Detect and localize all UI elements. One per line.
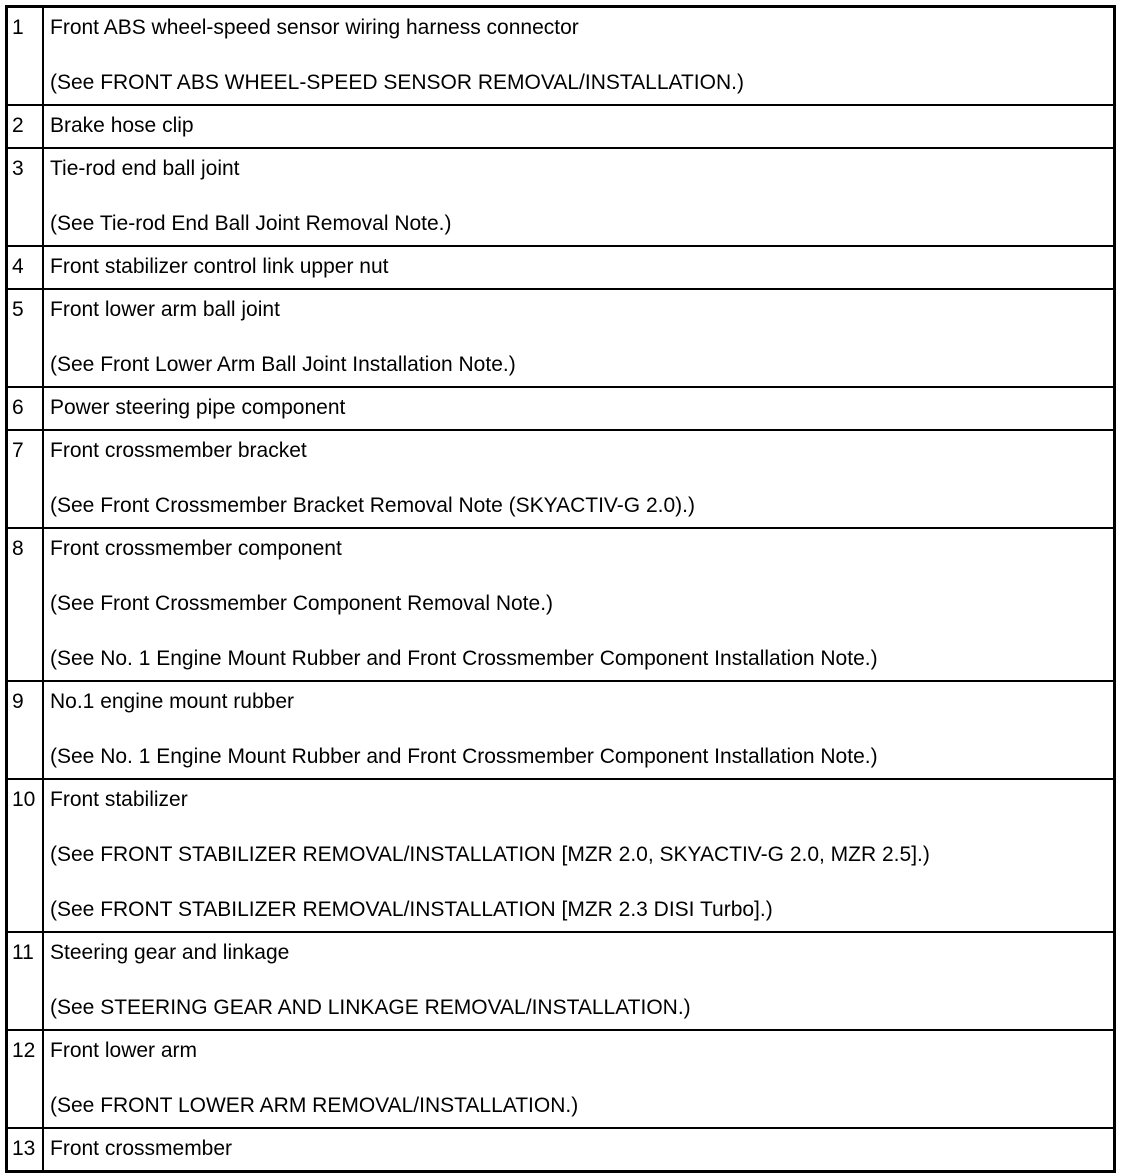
- item-number: 9: [8, 682, 44, 778]
- item-description: [44, 8, 1113, 104]
- item-description: [44, 1129, 1113, 1170]
- item-description: [44, 933, 1113, 1029]
- item-number: 3: [8, 149, 44, 245]
- table-row: [8, 386, 1113, 429]
- item-description: [44, 247, 1113, 288]
- item-description: [44, 529, 1113, 680]
- reference-note[interactable]: (See FRONT STABILIZER REMOVAL/INSTALLATION [MZR 2.3 DISI Turbo].): [50, 898, 773, 921]
- reference-note[interactable]: (See FRONT LOWER ARM REMOVAL/INSTALLATION.): [50, 1094, 579, 1117]
- item-name: Tie-rod end ball joint: [50, 157, 240, 180]
- item-name: Front lower arm ball joint: [50, 298, 280, 321]
- item-description: [44, 149, 1113, 245]
- item-name: Front crossmember bracket: [50, 439, 307, 462]
- table-row: [8, 527, 1113, 680]
- parts-table: [5, 5, 1116, 1173]
- reference-note[interactable]: (See No. 1 Engine Mount Rubber and Front Crossmember Component Installation Note.): [50, 745, 878, 768]
- item-number: 6: [8, 388, 44, 429]
- table-row: [8, 1127, 1113, 1170]
- table-row: [8, 680, 1113, 778]
- table-row: [8, 104, 1113, 147]
- item-description: [44, 106, 1113, 147]
- item-number: 10: [8, 780, 44, 931]
- item-number: 7: [8, 431, 44, 527]
- reference-note[interactable]: (See Tie-rod End Ball Joint Removal Note.): [50, 212, 452, 235]
- reference-note[interactable]: (See No. 1 Engine Mount Rubber and Front Crossmember Component Installation Note.): [50, 647, 878, 670]
- item-name: Power steering pipe component: [50, 396, 346, 419]
- item-name: Front stabilizer control link upper nut: [50, 255, 389, 278]
- table-row: [8, 778, 1113, 931]
- item-description: [44, 682, 1113, 778]
- item-description: [44, 1031, 1113, 1127]
- reference-note[interactable]: (See FRONT STABILIZER REMOVAL/INSTALLATION [MZR 2.0, SKYACTIV-G 2.0, MZR 2.5].): [50, 843, 930, 866]
- item-number: 2: [8, 106, 44, 147]
- item-description: [44, 388, 1113, 429]
- item-number: 4: [8, 247, 44, 288]
- item-name: Front stabilizer: [50, 788, 188, 811]
- table-row: [8, 1029, 1113, 1127]
- table-row: [8, 288, 1113, 386]
- table-row: [8, 245, 1113, 288]
- item-name: Front ABS wheel-speed sensor wiring harness connector: [50, 16, 579, 39]
- table-row: [8, 147, 1113, 245]
- table-row: [8, 8, 1113, 104]
- item-name: Steering gear and linkage: [50, 941, 290, 964]
- reference-note[interactable]: (See Front Lower Arm Ball Joint Installation Note.): [50, 353, 516, 376]
- item-description: [44, 290, 1113, 386]
- item-number: 12: [8, 1031, 44, 1127]
- item-name: Front crossmember: [50, 1137, 233, 1160]
- reference-note[interactable]: (See Front Crossmember Component Removal Note.): [50, 592, 554, 615]
- item-description: [44, 431, 1113, 527]
- item-number: 5: [8, 290, 44, 386]
- table-row: [8, 429, 1113, 527]
- item-name: No.1 engine mount rubber: [50, 690, 294, 713]
- reference-note[interactable]: (See STEERING GEAR AND LINKAGE REMOVAL/INSTALLATION.): [50, 996, 691, 1019]
- item-description: [44, 780, 1113, 931]
- item-number: 13: [8, 1129, 44, 1170]
- item-name: Front crossmember component: [50, 537, 342, 560]
- reference-note[interactable]: (See FRONT ABS WHEEL-SPEED SENSOR REMOVAL/INSTALLATION.): [50, 71, 744, 94]
- reference-note[interactable]: (See Front Crossmember Bracket Removal Note (SKYACTIV-G 2.0).): [50, 494, 695, 517]
- table-row: [8, 931, 1113, 1029]
- item-name: Brake hose clip: [50, 114, 194, 137]
- item-number: 8: [8, 529, 44, 680]
- item-number: 11: [8, 933, 44, 1029]
- item-name: Front lower arm: [50, 1039, 198, 1062]
- item-number: 1: [8, 8, 44, 104]
